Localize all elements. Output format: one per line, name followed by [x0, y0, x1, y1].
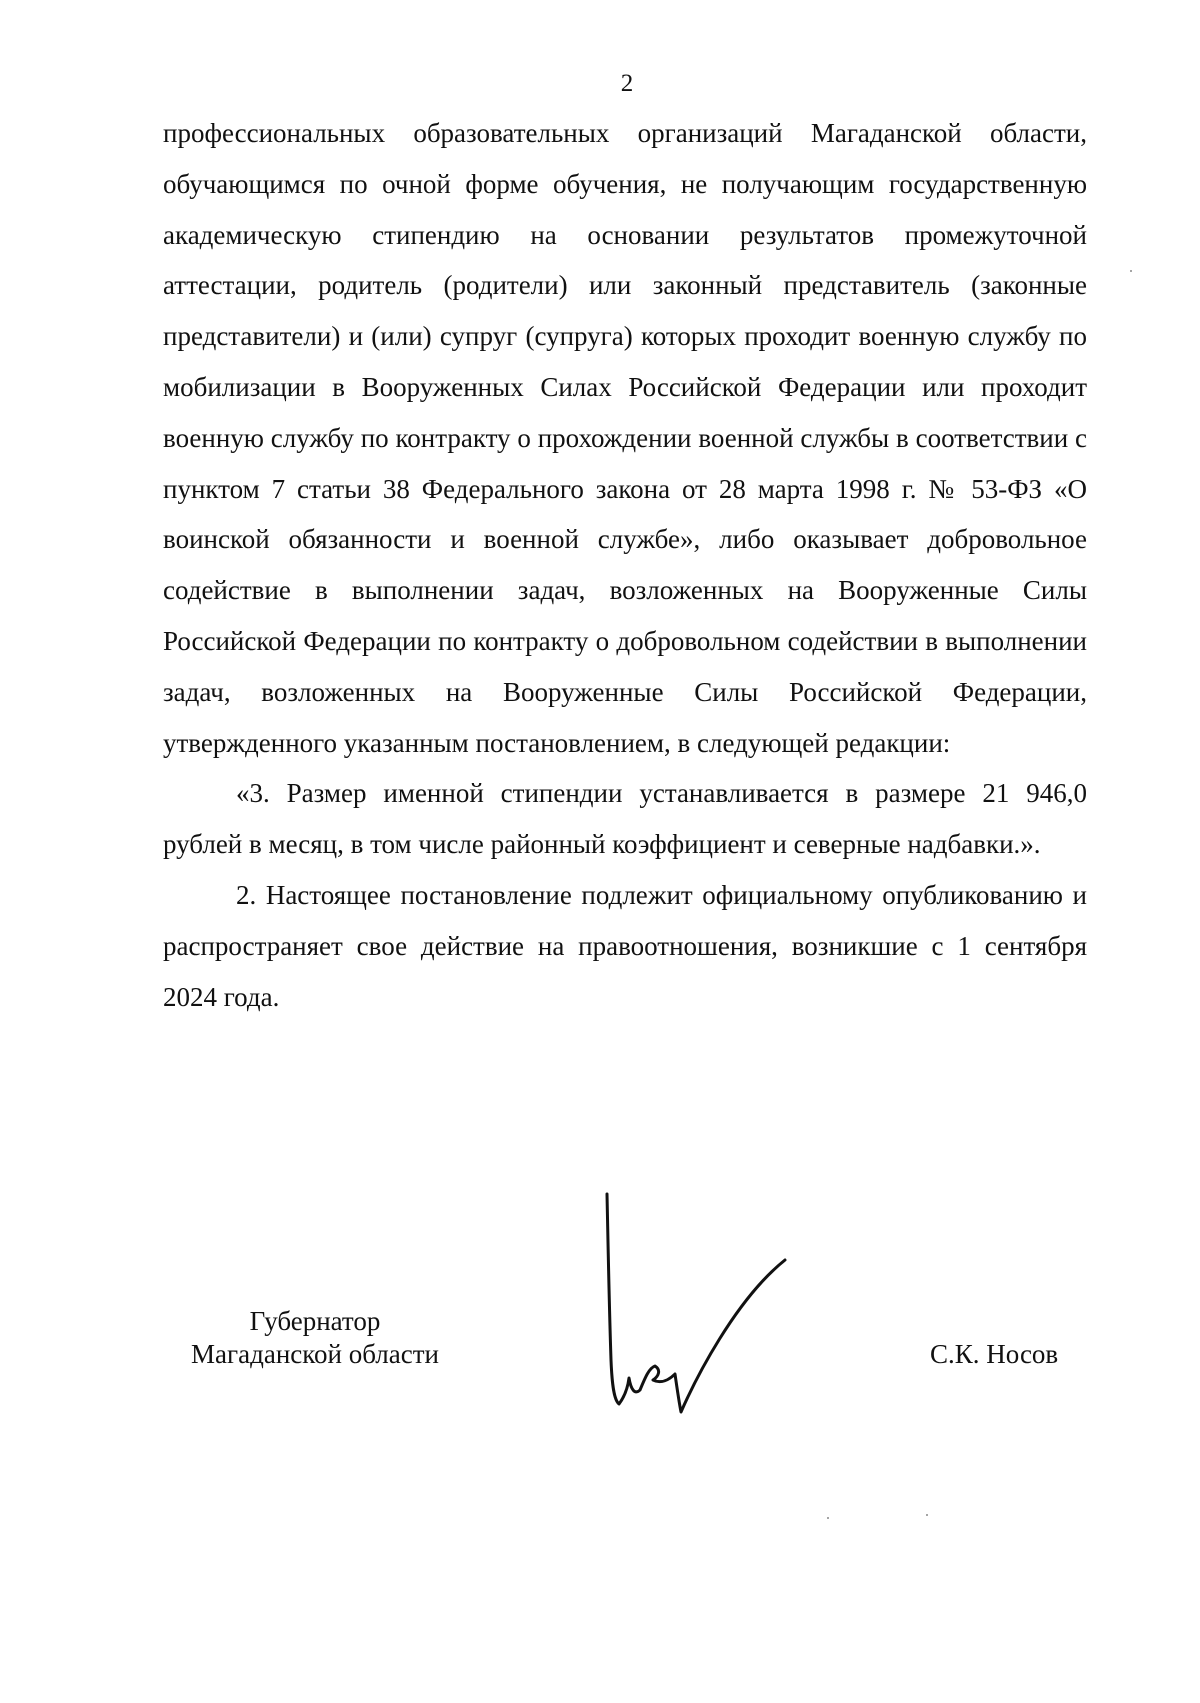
paragraph-continuation: профессиональных образовательных организаций Магаданской области, обучающимся по очной форме обучения, не получающим государственную академическую стипендию на основании результатов промежуточной аттестации, родитель (родители) или законный представитель (законные представители) и (или) супруг (супруга) которых проходит военную службу по мобилизации в Вооруженных Силах Российской Федерации или проходит военную службу по контракту о прохождении военной службы в соответствии с пунктом 7 статьи 38 Федерального закона от 28 марта 1998 г. № 53-ФЗ «О воинской обязанности и военной службе», либо оказывает добровольное содействие в выполнении задач, возложенных на Вооруженные Силы Российской Федерации по контракту о добровольном содействии в выполнении задач, возложенных на Вооруженные Силы Российской Федерации, утвержденного указанным постановлением, в следующей редакции: — [163, 118, 1087, 758]
scan-speck — [827, 1517, 829, 1519]
page-number: 2 — [620, 70, 634, 97]
signatory-name: С.К. Носов — [930, 1339, 1059, 1369]
paragraph-publication-clause: 2. Настоящее постановление подлежит официальному опубликованию и распространяет свое действие на правоотношения, возникшие с 1 сентября 2024 года. — [163, 879, 1087, 1012]
paragraph-scholarship-amount: «3. Размер именной стипендии устанавливается в размере 21 946,0 рублей в месяц, в том числе районный коэффициент и северные надбавки.». — [163, 778, 1087, 860]
signatory-title-line1: Губернатор — [249, 1306, 381, 1336]
signatory-title — [150, 1305, 480, 1371]
handwritten-signature — [595, 1190, 810, 1435]
document-body — [163, 108, 1087, 1022]
signatory-title-line2: Магаданской области — [191, 1339, 439, 1369]
scan-speck — [926, 1514, 928, 1516]
scan-speck — [1130, 270, 1132, 272]
